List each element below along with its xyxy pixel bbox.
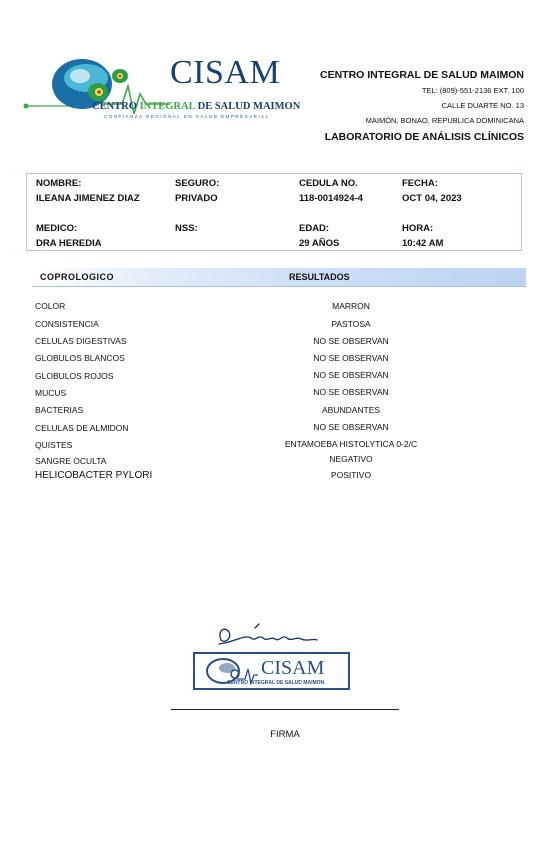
logo-wordmark: CISAM [170, 54, 281, 91]
org-name: CENTRO INTEGRAL DE SALUD MAIMON [320, 69, 524, 81]
org-phone: TEL: (809)-551-2136 EXT. 100 [421, 86, 524, 95]
handwritten-signature [215, 620, 321, 654]
test-name: CELULAS DE ALMIDON [35, 423, 129, 433]
test-result: ENTAMOEBA HISTOLYTICA 0-2/C [284, 439, 418, 449]
test-name: GLOBULOS BLANCOS [35, 353, 125, 363]
test-name: MUCUS [35, 388, 67, 398]
hora-value: 10:42 AM [402, 238, 444, 249]
nombre-label: NOMBRE: [36, 178, 82, 189]
institution-stamp [193, 652, 350, 690]
seguro-value: PRIVADO [175, 193, 218, 204]
fecha-value: OCT 04, 2023 [402, 193, 462, 204]
section-title: COPROLOGICO [40, 272, 115, 282]
logo-subtitle: CENTRO INTEGRAL DE SALUD MAIMON [92, 101, 301, 112]
test-name: COLOR [35, 301, 66, 311]
test-name: CONSISTENCIA [35, 319, 99, 329]
test-result: NO SE OBSERVAN [313, 422, 389, 432]
test-result: NO SE OBSERVAN [313, 387, 389, 397]
test-result: ABUNDANTES [321, 405, 381, 415]
hora-label: HORA: [402, 223, 434, 234]
stamp-wordmark: CISAM [261, 657, 325, 679]
test-result: MARRON [332, 301, 370, 311]
test-result: NO SE OBSERVAN [313, 353, 389, 363]
firma-label: FIRMA [270, 729, 300, 740]
cedula-value: 118-0014924-4 [299, 193, 363, 204]
test-name: SANGRE OCULTA [35, 456, 107, 466]
test-name: CELULAS DIGESTIVAS [35, 336, 127, 346]
org-city: MAIMÓN, BONAO, REPUBLICA DOMINICANA [365, 116, 524, 125]
cisam-logo [22, 54, 301, 132]
nombre-value: ILEANA JIMENEZ DIAZ [36, 193, 140, 204]
medico-value: DRA HEREDIA [36, 238, 102, 249]
test-result: POSITIVO [330, 470, 372, 480]
nss-label: NSS: [175, 223, 198, 234]
test-result: NEGATIVO [329, 454, 373, 464]
results-header: RESULTADOS [289, 272, 350, 282]
test-result: PASTOSA [331, 319, 371, 329]
lab-title: LABORATORIO DE ANÁLISIS CLÍNICOS [324, 131, 524, 143]
seguro-label: SEGURO: [175, 178, 220, 189]
fecha-label: FECHA: [402, 178, 438, 189]
edad-value: 29 AÑOS [299, 238, 340, 249]
test-name: BACTERIAS [35, 405, 84, 415]
test-result: NO SE OBSERVAN [313, 336, 389, 346]
edad-label: EDAD: [299, 223, 330, 234]
test-name: GLOBULOS ROJOS [35, 371, 114, 381]
test-name: QUISTES [35, 440, 73, 450]
test-result: NO SE OBSERVAN [313, 370, 389, 380]
cedula-label: CEDULA NO. [299, 178, 358, 189]
logo-tagline: CONFIANZA REGIONAL EN SALUD EMPRESARIAL [104, 114, 270, 119]
org-street: CALLE DUARTE NO. 13 [441, 101, 524, 110]
test-name: HELICOBACTER PYLORI [35, 470, 153, 481]
stamp-subtitle: CENTRO INTEGRAL DE SALUD MAIMON [227, 680, 325, 686]
medico-label: MEDICO: [36, 223, 78, 234]
signature-line [171, 709, 399, 710]
